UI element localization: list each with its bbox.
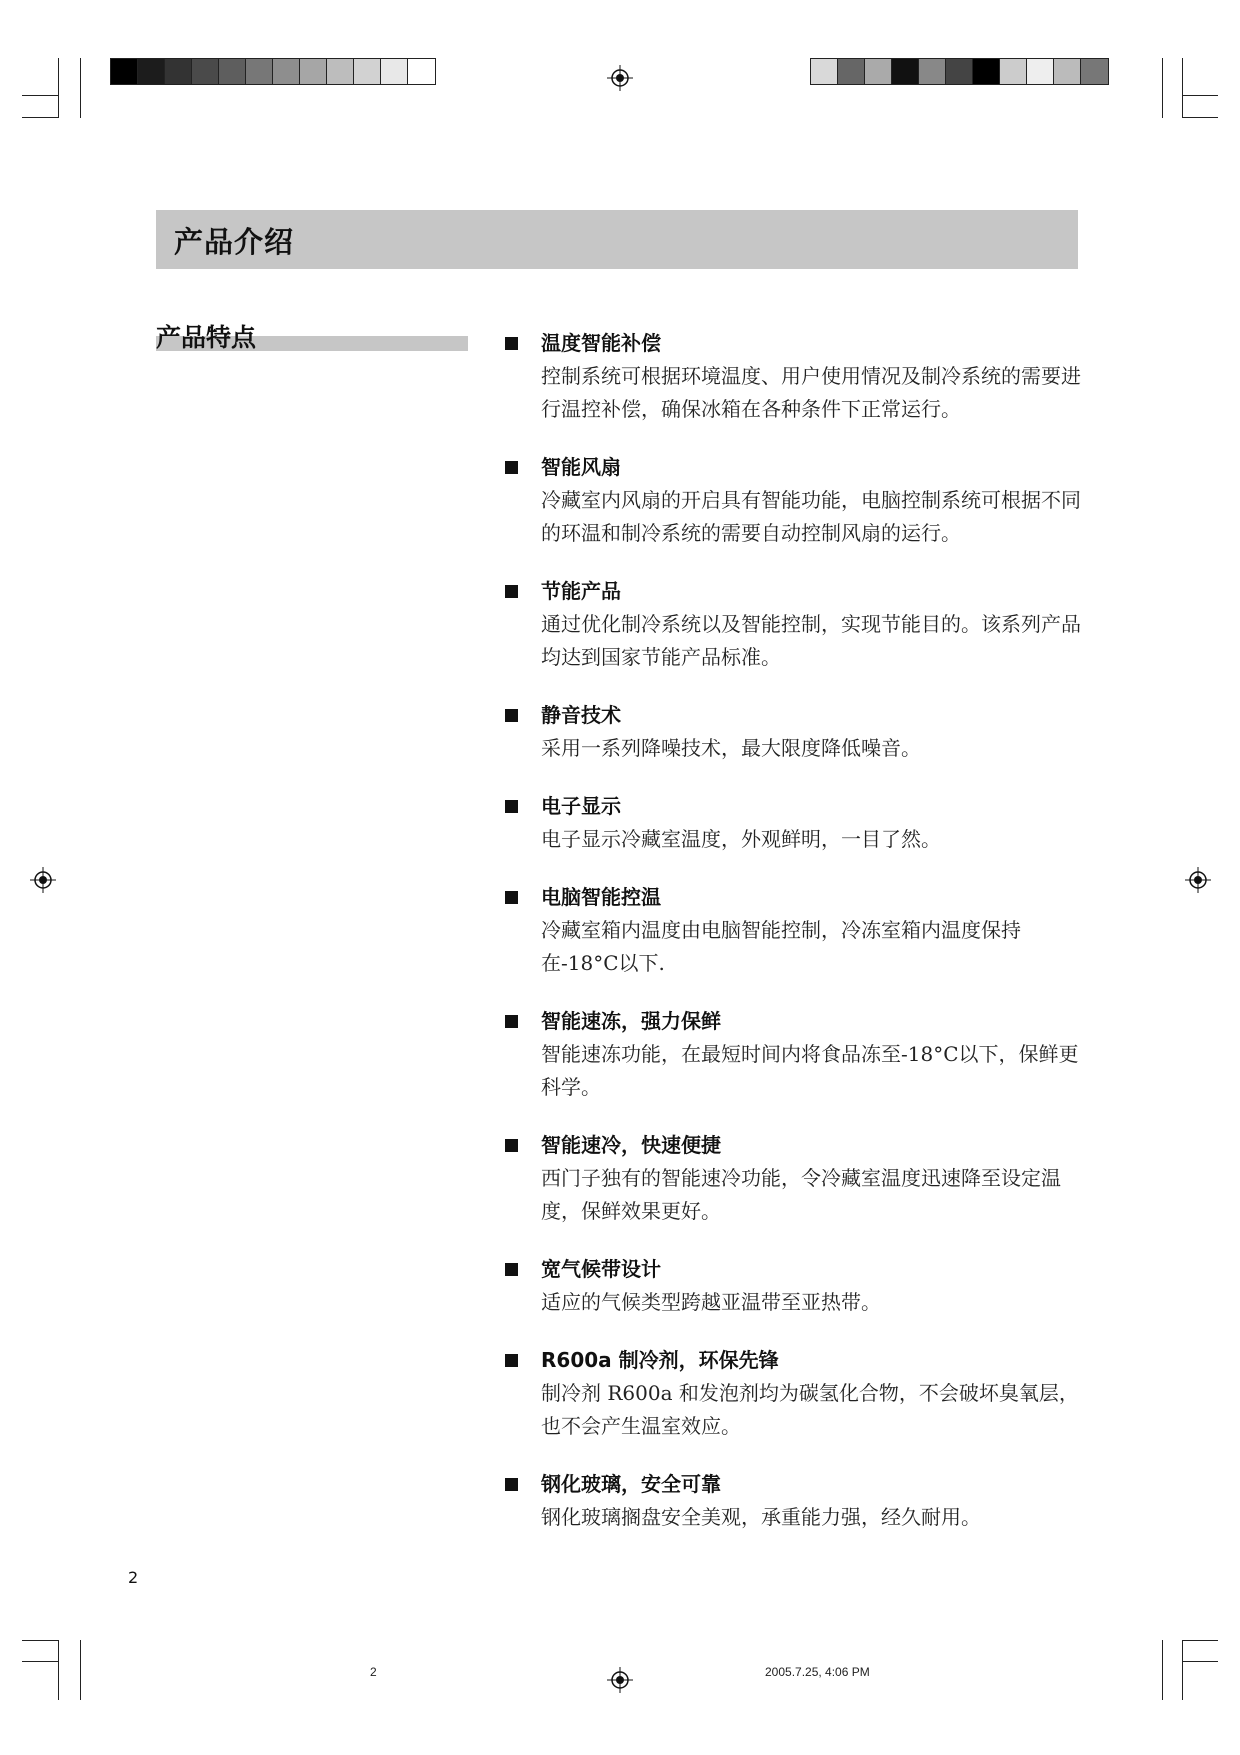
square-bullet-icon <box>505 1263 518 1276</box>
calibration-swatch <box>111 59 138 84</box>
feature-title: R600a 制冷剂，环保先锋 <box>541 1348 779 1372</box>
feature-description: 电子显示冷藏室温度，外观鲜明，一目了然。 <box>541 827 941 851</box>
calibration-swatch <box>408 59 435 84</box>
crop-mark-top-right-v1 <box>1162 58 1163 118</box>
feature-description: 通过优化制冷系统以及智能控制，实现节能目的。该系列产品均达到国家节能产品标准。 <box>541 612 1081 669</box>
feature-title: 智能速冷，快速便捷 <box>541 1133 721 1157</box>
crop-mark-bottom-right-v1 <box>1162 1640 1163 1700</box>
feature-item <box>505 699 1085 765</box>
square-bullet-icon <box>505 1478 518 1491</box>
calibration-swatch <box>1000 59 1027 84</box>
feature-description: 适应的气候类型跨越亚温带至亚热带。 <box>541 1290 881 1314</box>
crosshair-circle-icon <box>30 867 56 893</box>
footer-timestamp: 2005.7.25, 4:06 PM <box>765 1665 870 1679</box>
feature-item <box>505 575 1085 674</box>
square-bullet-icon <box>505 709 518 722</box>
feature-description: 制冷剂 R600a 和发泡剂均为碳氢化合物，不会破坏臭氧层，也不会产生温室效应。 <box>541 1381 1079 1438</box>
calibration-swatch <box>165 59 192 84</box>
feature-title: 智能速冻，强力保鲜 <box>541 1009 721 1033</box>
subsection-title: 产品特点 <box>156 323 257 352</box>
feature-title: 电子显示 <box>541 794 621 818</box>
calibration-swatch <box>973 59 1000 84</box>
feature-item <box>505 1344 1085 1443</box>
crop-mark-bottom-right-h <box>1182 1640 1218 1641</box>
crop-mark-bottom-left-h <box>22 1640 58 1641</box>
crop-mark-bottom-left-v1 <box>58 1640 59 1700</box>
feature-description: 采用一系列降噪技术，最大限度降低噪音。 <box>541 736 921 760</box>
square-bullet-icon <box>505 461 518 474</box>
calibration-swatch <box>327 59 354 84</box>
crop-mark-top-right-h2 <box>1182 95 1218 96</box>
section-title: 产品介绍 <box>174 225 295 259</box>
feature-description: 钢化玻璃搁盘安全美观，承重能力强，经久耐用。 <box>541 1505 981 1529</box>
calibration-swatch <box>919 59 946 84</box>
feature-title: 钢化玻璃，安全可靠 <box>541 1472 721 1496</box>
crosshair-circle-icon <box>1185 867 1211 893</box>
feature-item <box>505 451 1085 550</box>
square-bullet-icon <box>505 1139 518 1152</box>
feature-title: 电脑智能控温 <box>541 885 661 909</box>
calibration-strip-left <box>110 58 436 85</box>
feature-title: 节能产品 <box>541 579 621 603</box>
crop-mark-bottom-left-v2 <box>80 1640 81 1700</box>
crosshair-circle-icon <box>607 65 633 91</box>
crop-mark-top-right-v2 <box>1182 58 1183 118</box>
feature-description: 冷藏室内风扇的开启具有智能功能，电脑控制系统可根据不同的环温和制冷系统的需要自动控制风扇的运行。 <box>541 488 1081 545</box>
feature-item <box>505 1129 1085 1228</box>
crop-mark-top-left-h2 <box>22 95 58 96</box>
calibration-swatch <box>865 59 892 84</box>
calibration-swatch <box>892 59 919 84</box>
feature-item <box>505 1253 1085 1319</box>
calibration-swatch <box>192 59 219 84</box>
feature-item <box>505 1005 1085 1104</box>
calibration-swatch <box>354 59 381 84</box>
calibration-strip-right <box>810 58 1109 85</box>
feature-description: 冷藏室箱内温度由电脑智能控制，冷冻室箱内温度保持在-18°C以下. <box>541 918 1021 975</box>
feature-title: 智能风扇 <box>541 455 621 479</box>
calibration-swatch <box>838 59 865 84</box>
calibration-swatch <box>381 59 408 84</box>
feature-title: 静音技术 <box>541 703 621 727</box>
feature-item <box>505 881 1085 980</box>
crosshair-circle-icon <box>607 1667 633 1693</box>
calibration-swatch <box>1081 59 1108 84</box>
page-number: 2 <box>128 1568 139 1587</box>
calibration-swatch <box>1054 59 1081 84</box>
calibration-swatch <box>1027 59 1054 84</box>
calibration-swatch <box>811 59 838 84</box>
crop-mark-top-left-v2 <box>80 58 81 118</box>
feature-item <box>505 327 1085 426</box>
feature-description: 智能速冻功能，在最短时间内将食品冻至-18°C以下，保鲜更科学。 <box>541 1042 1079 1099</box>
feature-item <box>505 790 1085 856</box>
section-header-bar <box>156 210 1078 269</box>
crop-mark-top-right-h <box>1182 117 1218 118</box>
calibration-swatch <box>138 59 165 84</box>
feature-item <box>505 1468 1085 1534</box>
square-bullet-icon <box>505 1354 518 1367</box>
feature-description: 西门子独有的智能速冷功能，令冷藏室温度迅速降至设定温度，保鲜效果更好。 <box>541 1166 1061 1223</box>
feature-title: 温度智能补偿 <box>541 331 661 355</box>
crop-mark-bottom-right-v2 <box>1182 1640 1183 1700</box>
crop-mark-bottom-right-h2 <box>1182 1661 1218 1662</box>
square-bullet-icon <box>505 1015 518 1028</box>
square-bullet-icon <box>505 585 518 598</box>
feature-description: 控制系统可根据环境温度、用户使用情况及制冷系统的需要进行温控补偿，确保冰箱在各种条件下正常运行。 <box>541 364 1081 421</box>
calibration-swatch <box>273 59 300 84</box>
calibration-swatch <box>946 59 973 84</box>
square-bullet-icon <box>505 800 518 813</box>
square-bullet-icon <box>505 337 518 350</box>
crop-mark-top-left-v1 <box>58 58 59 118</box>
calibration-swatch <box>219 59 246 84</box>
square-bullet-icon <box>505 891 518 904</box>
calibration-swatch <box>300 59 327 84</box>
crop-mark-bottom-left-h2 <box>22 1661 58 1662</box>
footer-page: 2 <box>370 1665 377 1679</box>
calibration-swatch <box>246 59 273 84</box>
feature-list <box>505 327 1085 1559</box>
crop-mark-top-left-h <box>22 117 58 118</box>
feature-title: 宽气候带设计 <box>541 1257 661 1281</box>
